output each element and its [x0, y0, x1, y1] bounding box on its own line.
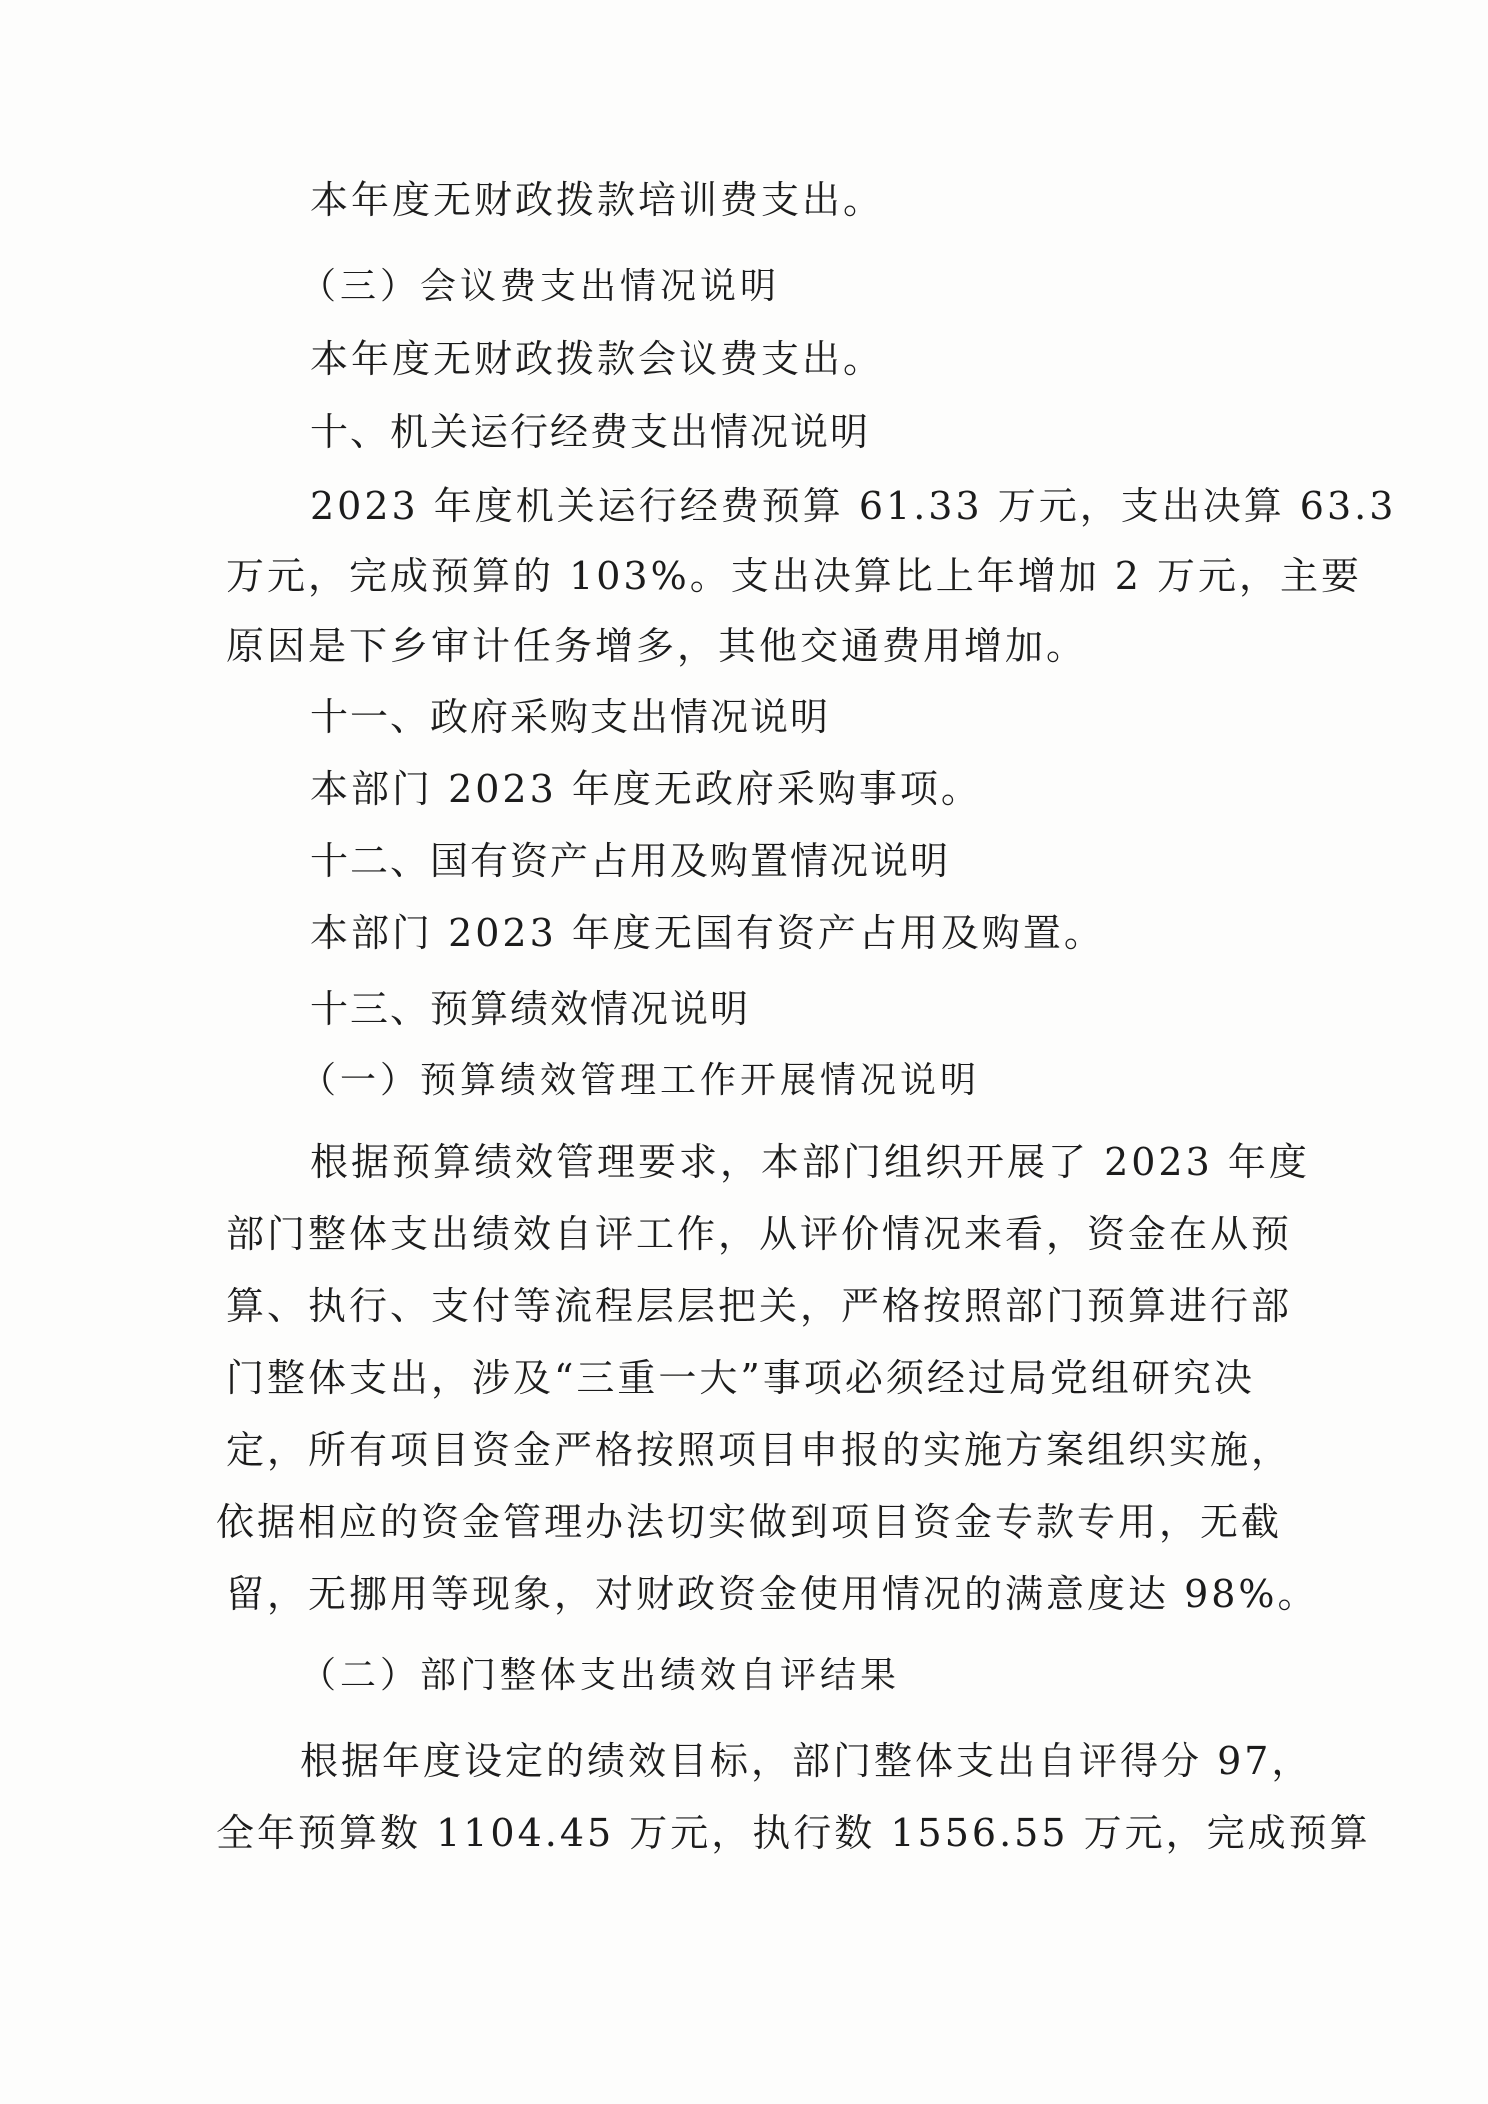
- subheading-self-evaluation: （二）部门整体支出绩效自评结果: [300, 1655, 901, 1696]
- paragraph-performance-line-6: 依据相应的资金管理办法切实做到项目资金专款专用，无截: [216, 1500, 1283, 1544]
- heading-section-13: 十三、预算绩效情况说明: [310, 987, 751, 1031]
- paragraph-performance-line-4: 门整体支出，涉及“三重一大”事项必须经过局党组研究决: [226, 1356, 1255, 1400]
- paragraph-performance-line-5: 定，所有项目资金严格按照项目申报的实施方案组织实施，: [226, 1428, 1293, 1472]
- paragraph-performance-line-1: 根据预算绩效管理要求，本部门组织开展了 2023 年度: [310, 1140, 1310, 1184]
- paragraph-operating-expense-line-3: 原因是下乡审计任务增多，其他交通费用增加。: [226, 624, 1088, 668]
- paragraph-procurement: 本部门 2023 年度无政府采购事项。: [310, 767, 982, 811]
- paragraph-training-fee: 本年度无财政拨款培训费支出。: [310, 178, 885, 222]
- heading-section-10: 十、机关运行经费支出情况说明: [310, 410, 871, 454]
- heading-section-11: 十一、政府采购支出情况说明: [310, 695, 831, 739]
- paragraph-meeting-fee: 本年度无财政拨款会议费支出。: [310, 337, 885, 381]
- subheading-meeting-fee: （三）会议费支出情况说明: [300, 266, 781, 307]
- heading-section-12: 十二、国有资产占用及购置情况说明: [310, 839, 951, 883]
- paragraph-operating-expense-line-2: 万元，完成预算的 103%。支出决算比上年增加 2 万元，主要: [226, 554, 1363, 598]
- paragraph-self-evaluation-line-2: 全年预算数 1104.45 万元，执行数 1556.55 万元，完成预算: [216, 1811, 1371, 1855]
- paragraph-performance-line-2: 部门整体支出绩效自评工作，从评价情况来看，资金在从预: [226, 1212, 1293, 1256]
- subheading-performance-management: （一）预算绩效管理工作开展情况说明: [300, 1060, 981, 1101]
- paragraph-performance-line-3: 算、执行、支付等流程层层把关，严格按照部门预算进行部: [226, 1284, 1293, 1328]
- paragraph-performance-line-7: 留，无挪用等现象，对财政资金使用情况的满意度达 98%。: [226, 1572, 1319, 1616]
- paragraph-operating-expense-line-1: 2023 年度机关运行经费预算 61.33 万元，支出决算 63.3: [310, 484, 1397, 528]
- paragraph-state-assets: 本部门 2023 年度无国有资产占用及购置。: [310, 911, 1105, 955]
- paragraph-self-evaluation-line-1: 根据年度设定的绩效目标，部门整体支出自评得分 97，: [300, 1739, 1313, 1783]
